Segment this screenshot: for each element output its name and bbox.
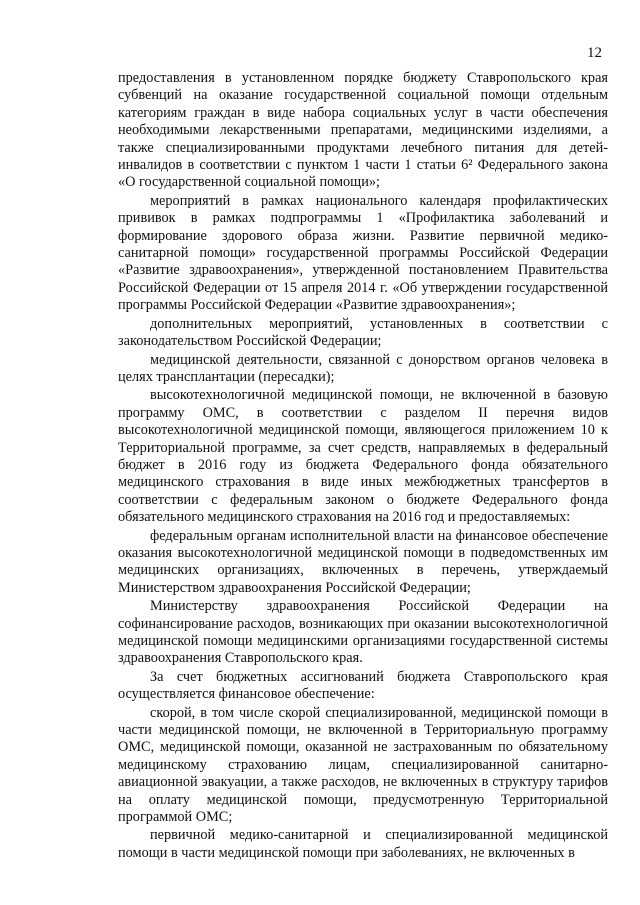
page-number: 12 <box>587 45 602 61</box>
document-body <box>118 70 608 863</box>
paragraph-vaccination: мероприятий в рамках национального календаря профилактических прививок в рамках подпрограммы 1 «Профилактика заболеваний и формирование здорового образа жизни. Развитие первичной медико-санитарной помощи» государственной программы Российской Федерации «Развитие здравоохранения», утвержденной постановлением Правительства Российской Федерации от 15 апреля 2014 г. «Об утверждении государственной программы Российской Федерации «Развитие здравоохранения»; <box>118 192 608 314</box>
paragraph-emergency-care: скорой, в том числе скорой специализированной, медицинской помощи в части медицинской помощи, не включенной в Территориальную программу ОМС, медицинской помощи, оказанной не застрахованным по обязательному медицинскому страхованию лицам, специализированной санитарно-авиационной эвакуации, а также расходов, не включенных в структуру тарифов на оплату медицинской помощи, предусмотренную Территориальной программой ОМС; <box>118 704 608 826</box>
paragraph-primary-care: первичной медико-санитарной и специализированной медицинской помощи в части медицинской помощи при заболеваниях, не включенных в <box>118 827 608 861</box>
paragraph-high-tech-care: высокотехнологичной медицинской помощи, не включенной в базовую программу ОМС, в соответствии с разделом II перечня видов высокотехнологичной медицинской помощи, являющегося приложением 10 к Территориальной программе, за счет средств, направляемых в федеральный бюджет в 2016 году из бюджета Федерального фонда обязательного медицинского страхования в виде иных межбюджетных трансфертов в соответствии с федеральным законом о бюджете Федерального фонда обязательного медицинского страхования на 2016 год и предоставляемых: <box>118 387 608 526</box>
paragraph-subventions: предоставления в установленном порядке бюджету Ставропольского края субвенций на оказание государственной социальной помощи отдельным категориям граждан в виде набора социальных услуг в части обеспечения необходимыми лекарственными препаратами, медицинскими изделиями, а также специализированными продуктами лечебного питания для детей-инвалидов в соответствии с пунктом 1 части 1 статьи 6² Федерального закона «О государственной социальной помощи»; <box>118 70 608 191</box>
paragraph-additional-measures: дополнительных мероприятий, установленных в соответствии с законодательством Российской Федерации; <box>118 315 608 350</box>
paragraph-organ-donation: медицинской деятельности, связанной с донорством органов человека в целях трансплантации (пересадки); <box>118 351 608 385</box>
paragraph-regional-budget: За счет бюджетных ассигнований бюджета Ставропольского края осуществляется финансовое обеспечение: <box>118 668 608 703</box>
paragraph-ministry-cofinancing: Министерству здравоохранения Российской Федерации на софинансирование расходов, возникающих при оказании высокотехнологичной медицинской помощи медицинскими организациями государственной системы здравоохранения Ставропольского края. <box>118 598 608 667</box>
paragraph-federal-bodies: федеральным органам исполнительной власти на финансовое обеспечение оказания высокотехнологичной медицинской помощи в подведомственных им медицинских организациях, включенных в перечень, утверждаемый Министерством здравоохранения Российской Федерации; <box>118 527 608 596</box>
